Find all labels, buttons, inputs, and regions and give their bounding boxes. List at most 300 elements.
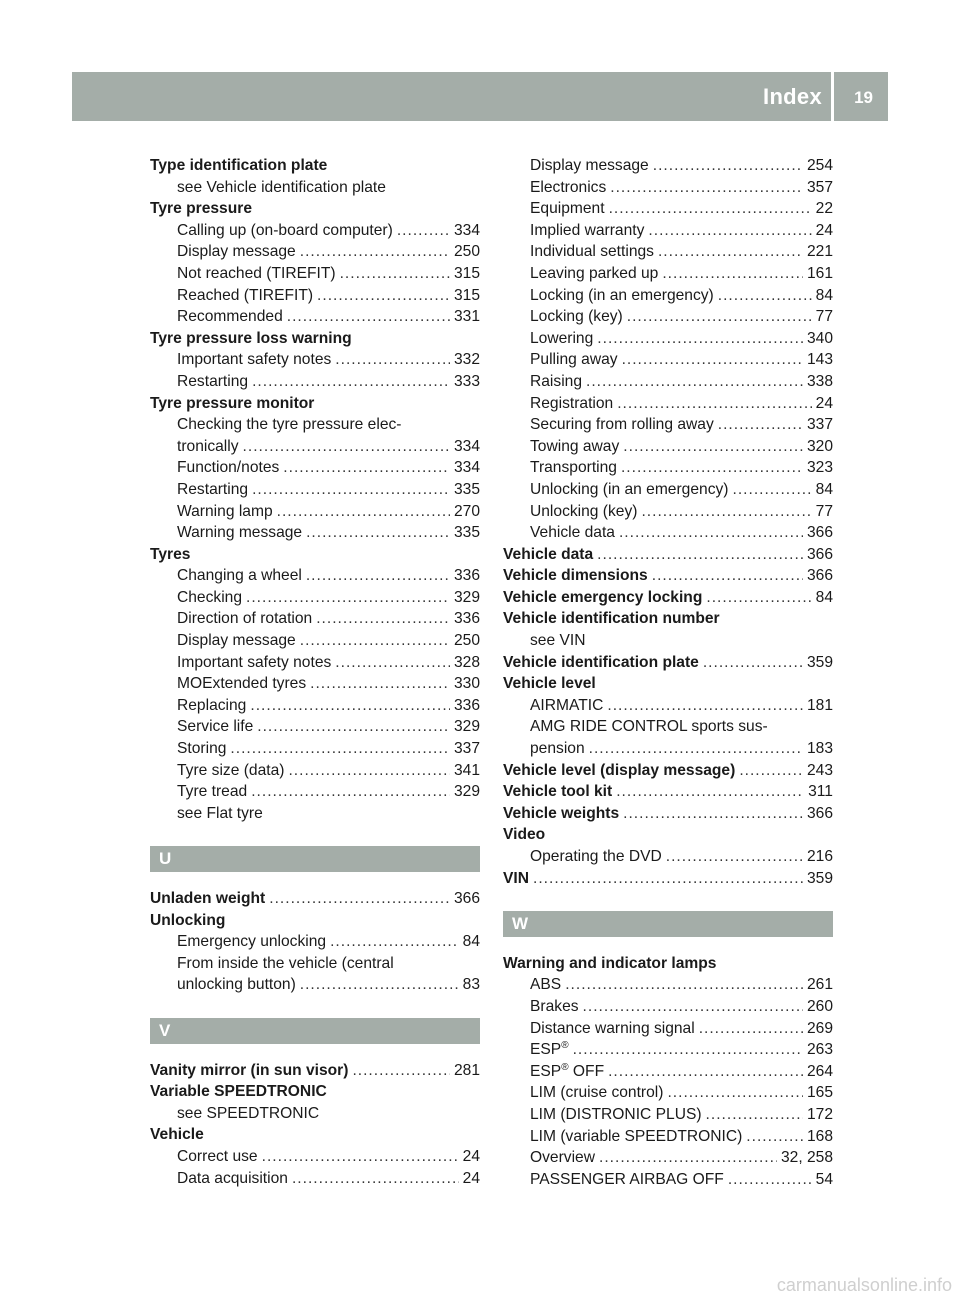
entry-page-ref: 366 <box>806 567 833 585</box>
index-entry <box>503 522 833 544</box>
entry-label: Registration <box>530 394 614 412</box>
entry-label: Vehicle level (display message) <box>503 761 736 779</box>
entry-page-ref: 335 <box>453 524 480 542</box>
section-spacer <box>503 937 833 953</box>
entry-page-ref: 24 <box>815 394 833 412</box>
leader-dots <box>699 1018 803 1040</box>
entry-page-ref: 333 <box>453 372 480 390</box>
entry-label: PASSENGER AIRBAG OFF <box>530 1170 724 1188</box>
entry-label: Unlocking (in an emergency) <box>530 480 729 498</box>
leader-dots <box>718 285 812 307</box>
entry-page-ref: 311 <box>808 783 833 801</box>
entry-label: Brakes <box>530 997 579 1015</box>
entry-page-ref: 165 <box>806 1084 833 1102</box>
leader-dots <box>340 263 450 285</box>
leader-dots <box>610 177 803 199</box>
entry-label: VIN <box>503 869 529 887</box>
index-entry <box>150 1124 480 1146</box>
leader-dots <box>306 565 450 587</box>
entry-label: Vehicle weights <box>503 804 620 822</box>
leader-dots <box>230 738 450 760</box>
leader-dots <box>397 220 450 242</box>
entry-page-ref: 77 <box>815 308 833 326</box>
leader-dots <box>586 371 803 393</box>
entry-label: Restarting <box>177 480 249 498</box>
leader-dots <box>310 673 450 695</box>
index-entry <box>503 371 833 393</box>
entry-label: Vehicle level <box>503 675 596 693</box>
entry-label: Correct use <box>177 1147 258 1165</box>
index-entry <box>503 328 833 350</box>
entry-label: Recommended <box>177 308 283 326</box>
entry-page-ref: 335 <box>453 480 480 498</box>
index-entry <box>150 565 480 587</box>
entry-label: Tyres <box>150 545 191 563</box>
index-entry <box>503 220 833 242</box>
leader-dots <box>589 738 803 760</box>
index-entry <box>503 306 833 328</box>
index-column-left <box>150 155 480 1189</box>
leader-dots <box>609 198 812 220</box>
leader-dots <box>573 1039 803 1061</box>
index-entry <box>150 1081 480 1103</box>
leader-dots <box>607 695 803 717</box>
leader-dots <box>599 1147 777 1169</box>
index-entry <box>150 285 480 307</box>
entry-page-ref: 366 <box>806 545 833 563</box>
section-spacer <box>150 1044 480 1060</box>
entry-label: LIM (cruise control) <box>530 1084 664 1102</box>
entry-page-ref: 337 <box>453 740 480 758</box>
index-entry <box>503 414 833 436</box>
index-entry <box>150 953 480 975</box>
entry-page-ref: 263 <box>806 1041 833 1059</box>
entry-label: Calling up (on-board computer) <box>177 221 393 239</box>
entry-page-ref: 338 <box>806 372 833 390</box>
leader-dots <box>251 781 450 803</box>
leader-dots <box>621 457 803 479</box>
entry-page-ref: 22 <box>815 200 833 218</box>
entry-page-ref: 336 <box>453 610 480 628</box>
index-entry <box>150 974 480 996</box>
entry-page-ref: 337 <box>806 416 833 434</box>
entry-page-ref: 329 <box>453 588 480 606</box>
header-divider <box>831 72 834 121</box>
leader-dots <box>658 241 803 263</box>
entry-label: Important safety notes <box>177 351 332 369</box>
leader-dots <box>335 652 450 674</box>
entry-label: Unlocking (key) <box>530 502 638 520</box>
entry-page-ref: 359 <box>806 869 833 887</box>
entry-page-ref: 334 <box>453 221 480 239</box>
index-block <box>503 155 833 889</box>
leader-dots <box>653 155 803 177</box>
entry-label: Storing <box>177 740 227 758</box>
entry-page-ref: 161 <box>806 264 833 282</box>
index-entry <box>503 587 833 609</box>
entry-page-ref: 143 <box>806 351 833 369</box>
entry-label: Implied warranty <box>530 221 645 239</box>
entry-page-ref: 84 <box>815 588 833 606</box>
entry-page-ref: 357 <box>806 178 833 196</box>
entry-label: Video <box>503 826 546 844</box>
leader-dots <box>257 716 450 738</box>
leader-dots <box>619 522 803 544</box>
entry-label: Overview <box>530 1149 595 1167</box>
entry-page-ref: 181 <box>806 696 833 714</box>
index-entry <box>503 501 833 523</box>
leader-dots <box>662 263 803 285</box>
index-entry <box>150 220 480 242</box>
entry-label: Vehicle <box>150 1126 204 1144</box>
leader-dots <box>250 695 450 717</box>
leader-dots <box>565 974 803 996</box>
entry-page-ref: 183 <box>806 740 833 758</box>
entry-label: Transporting <box>530 459 617 477</box>
entry-label: Electronics <box>530 178 607 196</box>
entry-label: Variable SPEEDTRONIC <box>150 1083 327 1101</box>
entry-label: Lowering <box>530 329 594 347</box>
entry-label: Leaving parked up <box>530 264 659 282</box>
leader-dots <box>287 306 450 328</box>
entry-page-ref: 341 <box>453 761 480 779</box>
entry-label: Operating the DVD <box>530 848 662 865</box>
entry-label: Vehicle identification number <box>503 610 720 628</box>
index-entry <box>503 824 833 846</box>
entry-page-ref: 250 <box>453 243 480 261</box>
entry-label: see Flat tyre <box>177 804 263 822</box>
section-spacer <box>150 872 480 888</box>
entry-label: Tyre pressure monitor <box>150 394 315 412</box>
letter-band-u: U <box>150 846 480 872</box>
index-entry <box>503 349 833 371</box>
entry-label: Locking (in an emergency) <box>530 286 714 304</box>
entry-page-ref: 330 <box>453 675 480 693</box>
leader-dots <box>706 1104 803 1126</box>
entry-label: unlocking button) <box>177 976 296 994</box>
entry-label: Towing away <box>530 437 620 455</box>
index-entry <box>503 738 833 760</box>
entry-label: AMG RIDE CONTROL sports sus- <box>530 718 768 736</box>
leader-dots <box>623 803 803 825</box>
index-entry <box>503 608 833 630</box>
index-entry <box>503 803 833 825</box>
leader-dots <box>627 306 812 328</box>
entry-label: see SPEEDTRONIC <box>177 1104 320 1122</box>
page-number: 19 <box>854 88 873 107</box>
entry-label: tronically <box>177 437 239 455</box>
index-entry <box>503 652 833 674</box>
entry-page-ref: 328 <box>453 653 480 671</box>
index-entry <box>503 479 833 501</box>
leader-dots <box>283 457 450 479</box>
index-entry <box>150 652 480 674</box>
entry-page-ref: 221 <box>806 243 833 261</box>
entry-label: Warning message <box>177 524 303 542</box>
entry-page-ref: 77 <box>815 502 833 520</box>
leader-dots <box>246 587 450 609</box>
entry-label: Warning and indicator lamps <box>503 954 717 972</box>
entry-page-ref: 331 <box>453 308 480 326</box>
entry-label: Restarting <box>177 372 249 390</box>
leader-dots <box>316 608 450 630</box>
leader-dots <box>718 414 803 436</box>
entry-label: Raising <box>530 372 583 390</box>
section-spacer <box>150 996 480 1018</box>
leader-dots <box>728 1169 812 1191</box>
entry-page-ref: 269 <box>806 1019 833 1037</box>
leader-dots <box>746 1126 803 1148</box>
entry-page-ref: 336 <box>453 696 480 714</box>
entry-page-ref: 359 <box>806 653 833 671</box>
entry-label: Type identification plate <box>150 157 328 174</box>
entry-label: Vehicle dimensions <box>503 567 648 585</box>
leader-dots <box>616 781 804 803</box>
leader-dots <box>300 974 459 996</box>
leader-dots <box>666 846 803 868</box>
entry-label: ABS <box>530 976 562 994</box>
index-entry <box>150 328 480 350</box>
entry-label: Locking (key) <box>530 308 623 326</box>
index-entry <box>150 1168 480 1190</box>
leader-dots <box>739 760 803 782</box>
index-entry <box>503 1104 833 1126</box>
index-entry <box>503 1147 833 1169</box>
leader-dots <box>330 931 459 953</box>
index-entry <box>503 673 833 695</box>
entry-page-ref: 24 <box>815 221 833 239</box>
entry-label: Equipment <box>530 200 605 218</box>
header-bar <box>72 72 888 121</box>
index-entry <box>503 285 833 307</box>
index-entry <box>150 803 480 825</box>
leader-dots <box>277 501 450 523</box>
index-block-v <box>150 1060 480 1190</box>
leader-dots <box>288 760 450 782</box>
leader-dots <box>617 393 811 415</box>
entry-label: Individual settings <box>530 243 654 261</box>
index-entry <box>503 760 833 782</box>
index-entry <box>150 306 480 328</box>
entry-label: Vehicle emergency locking <box>503 588 703 606</box>
entry-label: Replacing <box>177 696 247 714</box>
index-block-u <box>150 888 480 996</box>
entry-label: From inside the vehicle (central <box>177 954 394 972</box>
entry-page-ref: 270 <box>453 502 480 520</box>
index-entry <box>150 673 480 695</box>
index-entry <box>503 1169 833 1191</box>
leader-dots <box>703 652 803 674</box>
entry-page-ref: 334 <box>453 437 480 455</box>
index-entry <box>503 716 833 738</box>
index-entry <box>150 1103 480 1125</box>
entry-page-ref: 54 <box>815 1170 833 1188</box>
entry-page-ref: 315 <box>453 286 480 304</box>
entry-page-ref: 281 <box>453 1061 480 1079</box>
index-entry <box>503 155 833 177</box>
entry-label: Warning lamp <box>177 502 273 520</box>
leader-dots <box>300 630 450 652</box>
leader-dots <box>652 565 803 587</box>
index-entry <box>503 457 833 479</box>
index-entry <box>150 414 480 436</box>
watermark: carmanualsonline.info <box>776 1275 952 1295</box>
index-block <box>150 155 480 824</box>
index-entry <box>150 479 480 501</box>
registered-mark: ® <box>561 1061 569 1073</box>
index-entry <box>150 781 480 803</box>
leader-dots <box>269 888 450 910</box>
entry-page-ref: 168 <box>806 1127 833 1145</box>
entry-page-ref: 24 <box>462 1147 480 1165</box>
index-entry <box>503 1082 833 1104</box>
index-entry <box>150 888 480 910</box>
index-entry <box>503 565 833 587</box>
entry-page-ref: 336 <box>453 567 480 585</box>
entry-label: Tyre size (data) <box>177 761 285 779</box>
entry-label: Reached (TIREFIT) <box>177 286 314 304</box>
entry-label: Distance warning signal <box>530 1019 695 1037</box>
section-spacer <box>150 824 480 846</box>
entry-page-ref: 250 <box>453 632 480 650</box>
leader-dots <box>706 587 811 609</box>
index-entry <box>150 760 480 782</box>
index-entry <box>150 371 480 393</box>
registered-mark: ® <box>561 1039 569 1051</box>
index-column-right <box>503 155 833 1190</box>
entry-label: Vehicle data <box>530 524 615 542</box>
leader-dots <box>608 1061 803 1083</box>
entry-label: Vanity mirror (in sun visor) <box>150 1061 349 1079</box>
index-entry <box>150 198 480 220</box>
index-entry <box>503 846 833 868</box>
leader-dots <box>583 996 803 1018</box>
leader-dots <box>732 479 811 501</box>
entry-label: Function/notes <box>177 459 280 477</box>
entry-label: Display message <box>530 157 649 174</box>
entry-page-ref: 320 <box>806 437 833 455</box>
index-entry <box>503 695 833 717</box>
index-entry <box>150 1060 480 1082</box>
leader-dots <box>597 328 803 350</box>
entry-label: Emergency unlocking <box>177 933 327 951</box>
leader-dots <box>641 501 811 523</box>
entry-label: Checking the tyre pressure elec- <box>177 416 402 434</box>
entry-label: LIM (variable SPEEDTRONIC) <box>530 1127 743 1145</box>
entry-label: Tyre tread <box>177 783 248 801</box>
entry-page-ref: 340 <box>806 329 833 347</box>
entry-label: see Vehicle identification plate <box>177 178 386 196</box>
entry-page-ref: 260 <box>806 997 833 1015</box>
leader-dots <box>352 1060 450 1082</box>
entry-page-ref: 264 <box>806 1062 833 1080</box>
leader-dots <box>667 1082 803 1104</box>
entry-page-ref: 172 <box>806 1105 833 1123</box>
leader-dots <box>252 371 450 393</box>
index-entry <box>503 781 833 803</box>
entry-page-ref: 366 <box>806 804 833 822</box>
entry-label: ESP® <box>530 1039 569 1059</box>
index-entry <box>150 393 480 415</box>
entry-label: see VIN <box>530 632 586 650</box>
entry-label: Pulling away <box>530 351 618 369</box>
entry-page-ref: 84 <box>462 933 480 951</box>
index-entry <box>503 1018 833 1040</box>
entry-label: Vehicle data <box>503 545 594 563</box>
index-entry <box>150 630 480 652</box>
entry-page-ref: 261 <box>806 976 833 994</box>
index-entry <box>503 198 833 220</box>
index-entry <box>150 155 480 177</box>
entry-page-ref: 254 <box>806 157 833 174</box>
index-entry <box>150 457 480 479</box>
section-spacer <box>503 889 833 911</box>
entry-label: LIM (DISTRONIC PLUS) <box>530 1105 702 1123</box>
entry-label: Tyre pressure loss warning <box>150 329 352 347</box>
entry-page-ref: 332 <box>453 351 480 369</box>
leader-dots <box>292 1168 459 1190</box>
index-entry <box>150 177 480 199</box>
index-entry <box>150 263 480 285</box>
entry-label: Direction of rotation <box>177 610 313 628</box>
entry-label: Vehicle identification plate <box>503 653 699 671</box>
index-entry <box>150 544 480 566</box>
entry-label: MOExtended tyres <box>177 675 307 693</box>
entry-page-ref: 243 <box>806 761 833 779</box>
entry-page-ref: 84 <box>815 286 833 304</box>
index-entry <box>503 436 833 458</box>
index-entry <box>503 868 833 890</box>
index-entry <box>503 1061 833 1083</box>
leader-dots <box>262 1146 459 1168</box>
entry-label: Changing a wheel <box>177 567 302 585</box>
leader-dots <box>622 349 803 371</box>
index-entry <box>150 608 480 630</box>
leader-dots <box>648 220 811 242</box>
index-entry <box>150 241 480 263</box>
index-entry <box>503 393 833 415</box>
index-entry <box>150 910 480 932</box>
entry-label: pension <box>530 740 585 758</box>
index-entry <box>503 177 833 199</box>
letter-band-w: W <box>503 911 833 937</box>
index-entry <box>503 1126 833 1148</box>
index-entry <box>150 738 480 760</box>
leader-dots <box>597 544 803 566</box>
entry-page-ref: 329 <box>453 718 480 736</box>
index-entry <box>150 1146 480 1168</box>
index-entry <box>150 349 480 371</box>
leader-dots <box>306 522 450 544</box>
entry-page-ref: 366 <box>453 890 480 907</box>
entry-label: Unladen weight <box>150 890 266 907</box>
entry-page-ref: 334 <box>453 459 480 477</box>
index-entry <box>150 931 480 953</box>
entry-label: Display message <box>177 243 296 261</box>
entry-label: Data acquisition <box>177 1169 288 1187</box>
index-block-w <box>503 953 833 1191</box>
entry-label: Tyre pressure <box>150 200 252 218</box>
index-entry <box>150 587 480 609</box>
index-entry <box>503 1039 833 1061</box>
leader-dots <box>335 349 450 371</box>
index-entry <box>150 522 480 544</box>
index-entry <box>150 716 480 738</box>
entry-page-ref: 24 <box>462 1169 480 1187</box>
index-entry <box>503 630 833 652</box>
entry-page-ref: 84 <box>815 480 833 498</box>
leader-dots <box>252 479 450 501</box>
